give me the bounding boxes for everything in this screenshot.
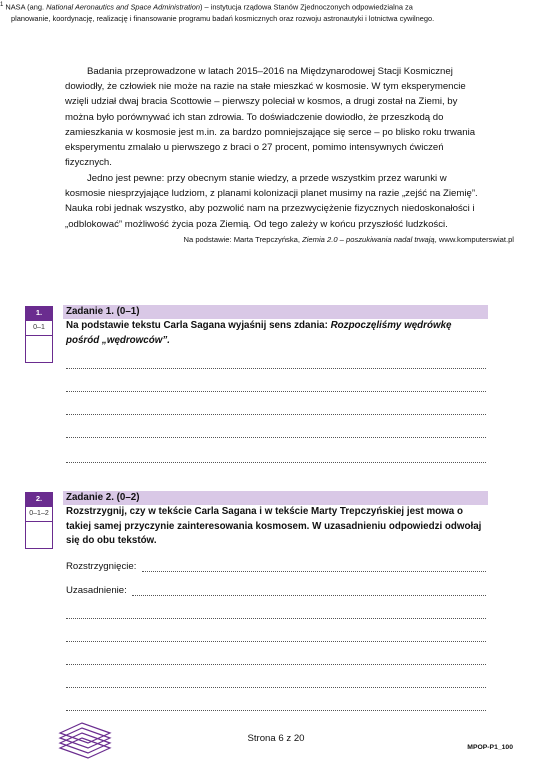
task2-justification-line-5[interactable] xyxy=(66,686,486,688)
task2-label-justification: Uzasadnienie: xyxy=(66,585,127,596)
task2-justification-line-6[interactable] xyxy=(66,709,486,711)
task1-instruction-text: Na podstawie tekstu Carla Sagana wyjaśnij sens zdania: xyxy=(66,320,331,331)
task2-justification-line-2[interactable] xyxy=(66,617,486,619)
task1-instruction-quote: Rozpoczęliśmy wędrówkę pośród „wędrowców”. xyxy=(66,320,452,346)
task2-justification-line-1[interactable] xyxy=(132,594,486,596)
task1-answer-line-4[interactable] xyxy=(66,436,486,438)
task1-instruction xyxy=(66,319,486,348)
task1-answer-line-2[interactable] xyxy=(66,390,486,392)
source-title: Ziemia 2.0 – poszukiwania nadal trwają xyxy=(302,235,435,244)
task1-number: 1. xyxy=(25,306,53,320)
article-paragraph-1: Badania przeprowadzone w latach 2015–2016 na Międzynarodowej Stacji Kosmicznej dowiodły, że człowiek nie może na razie na stałe mieszkać w kosmosie. W tym eksperymencie wzięli udział dwaj bracia Scottowie – pierwszy poleciał w kosmos, a drugi został na Ziemi, by można było porównywać ich stan zdrowia. To doświadczenie dowiodło, że przeszkodą do zamieszkania w kosmosie jest m.in. za bardzo pomniejszające się serce – po blisko roku trwania eksperymentu zmalało u pierwszego z braci o 27 procent, pomimo intensywnych ćwiczeń fizycznych. xyxy=(65,66,476,169)
source-citation xyxy=(184,235,515,244)
footnote-lead: NASA (ang. xyxy=(5,2,47,12)
task1-score-box xyxy=(25,336,53,363)
task2-instruction: Rozstrzygnij, czy w tekście Carla Sagana i w tekście Marty Trepczyńskiej jest mowa o takiej samej przyczynie zainteresowania kosmosem. W uzasadnieniu odpowiedzi odwołaj się do obu tekstów. xyxy=(66,506,482,547)
task1-answer-line-5[interactable] xyxy=(66,461,486,463)
page-number: Strona 6 z 20 xyxy=(247,733,305,744)
exam-code: MPOP-P1_100 xyxy=(467,744,513,751)
task1-points: 0–1 xyxy=(25,320,53,336)
footnote xyxy=(0,0,440,24)
article-paragraph-2: Jedno jest pewne: przy obecnym stanie wiedzy, a przede wszystkim przez warunki w kosmosie niesprzyjające ludziom, z planami kolonizacji planet musimy na razie „zejść na Ziemię”. Nauka robi jednak wszystko, aby pozwolić nam na przezwyciężenie fizycznych niedoskonałości i „odblokować” możliwość życia poza Ziemią. Od tego zależy w końcu przyszłość ludzkości. xyxy=(65,173,478,230)
task2-title: Zadanie 2. (0–2) xyxy=(66,492,140,503)
task1-answer-line-1[interactable] xyxy=(66,367,486,369)
task2-score-box xyxy=(25,522,53,549)
task2-decision-line[interactable] xyxy=(142,570,486,572)
task2-justification-line-3[interactable] xyxy=(66,640,486,642)
task1-answer-line-3[interactable] xyxy=(66,413,486,415)
task2-points: 0–1–2 xyxy=(25,506,53,522)
footnote-rest: ) – instytucja rządowa Stanów Zjednoczonych odpowiedzialna za planowanie, koordynację, realizację i finansowanie programu badań kosmicznych oraz rozwoju astronautyki i lotnictwa cywilnego. xyxy=(11,2,435,23)
task2-number: 2. xyxy=(25,492,53,506)
task1-title: Zadanie 1. (0–1) xyxy=(66,306,140,317)
source-prefix: Na podstawie: Marta Trepczyńska, xyxy=(183,235,303,244)
task2-justification-line-4[interactable] xyxy=(66,663,486,665)
footnote-mark: 1 xyxy=(0,2,4,8)
task2-label-decision: Rozstrzygnięcie: xyxy=(66,561,137,572)
footnote-italic: National Aeronautics and Space Administration xyxy=(46,2,200,12)
source-suffix: , www.komputerswiat.pl xyxy=(434,235,514,244)
